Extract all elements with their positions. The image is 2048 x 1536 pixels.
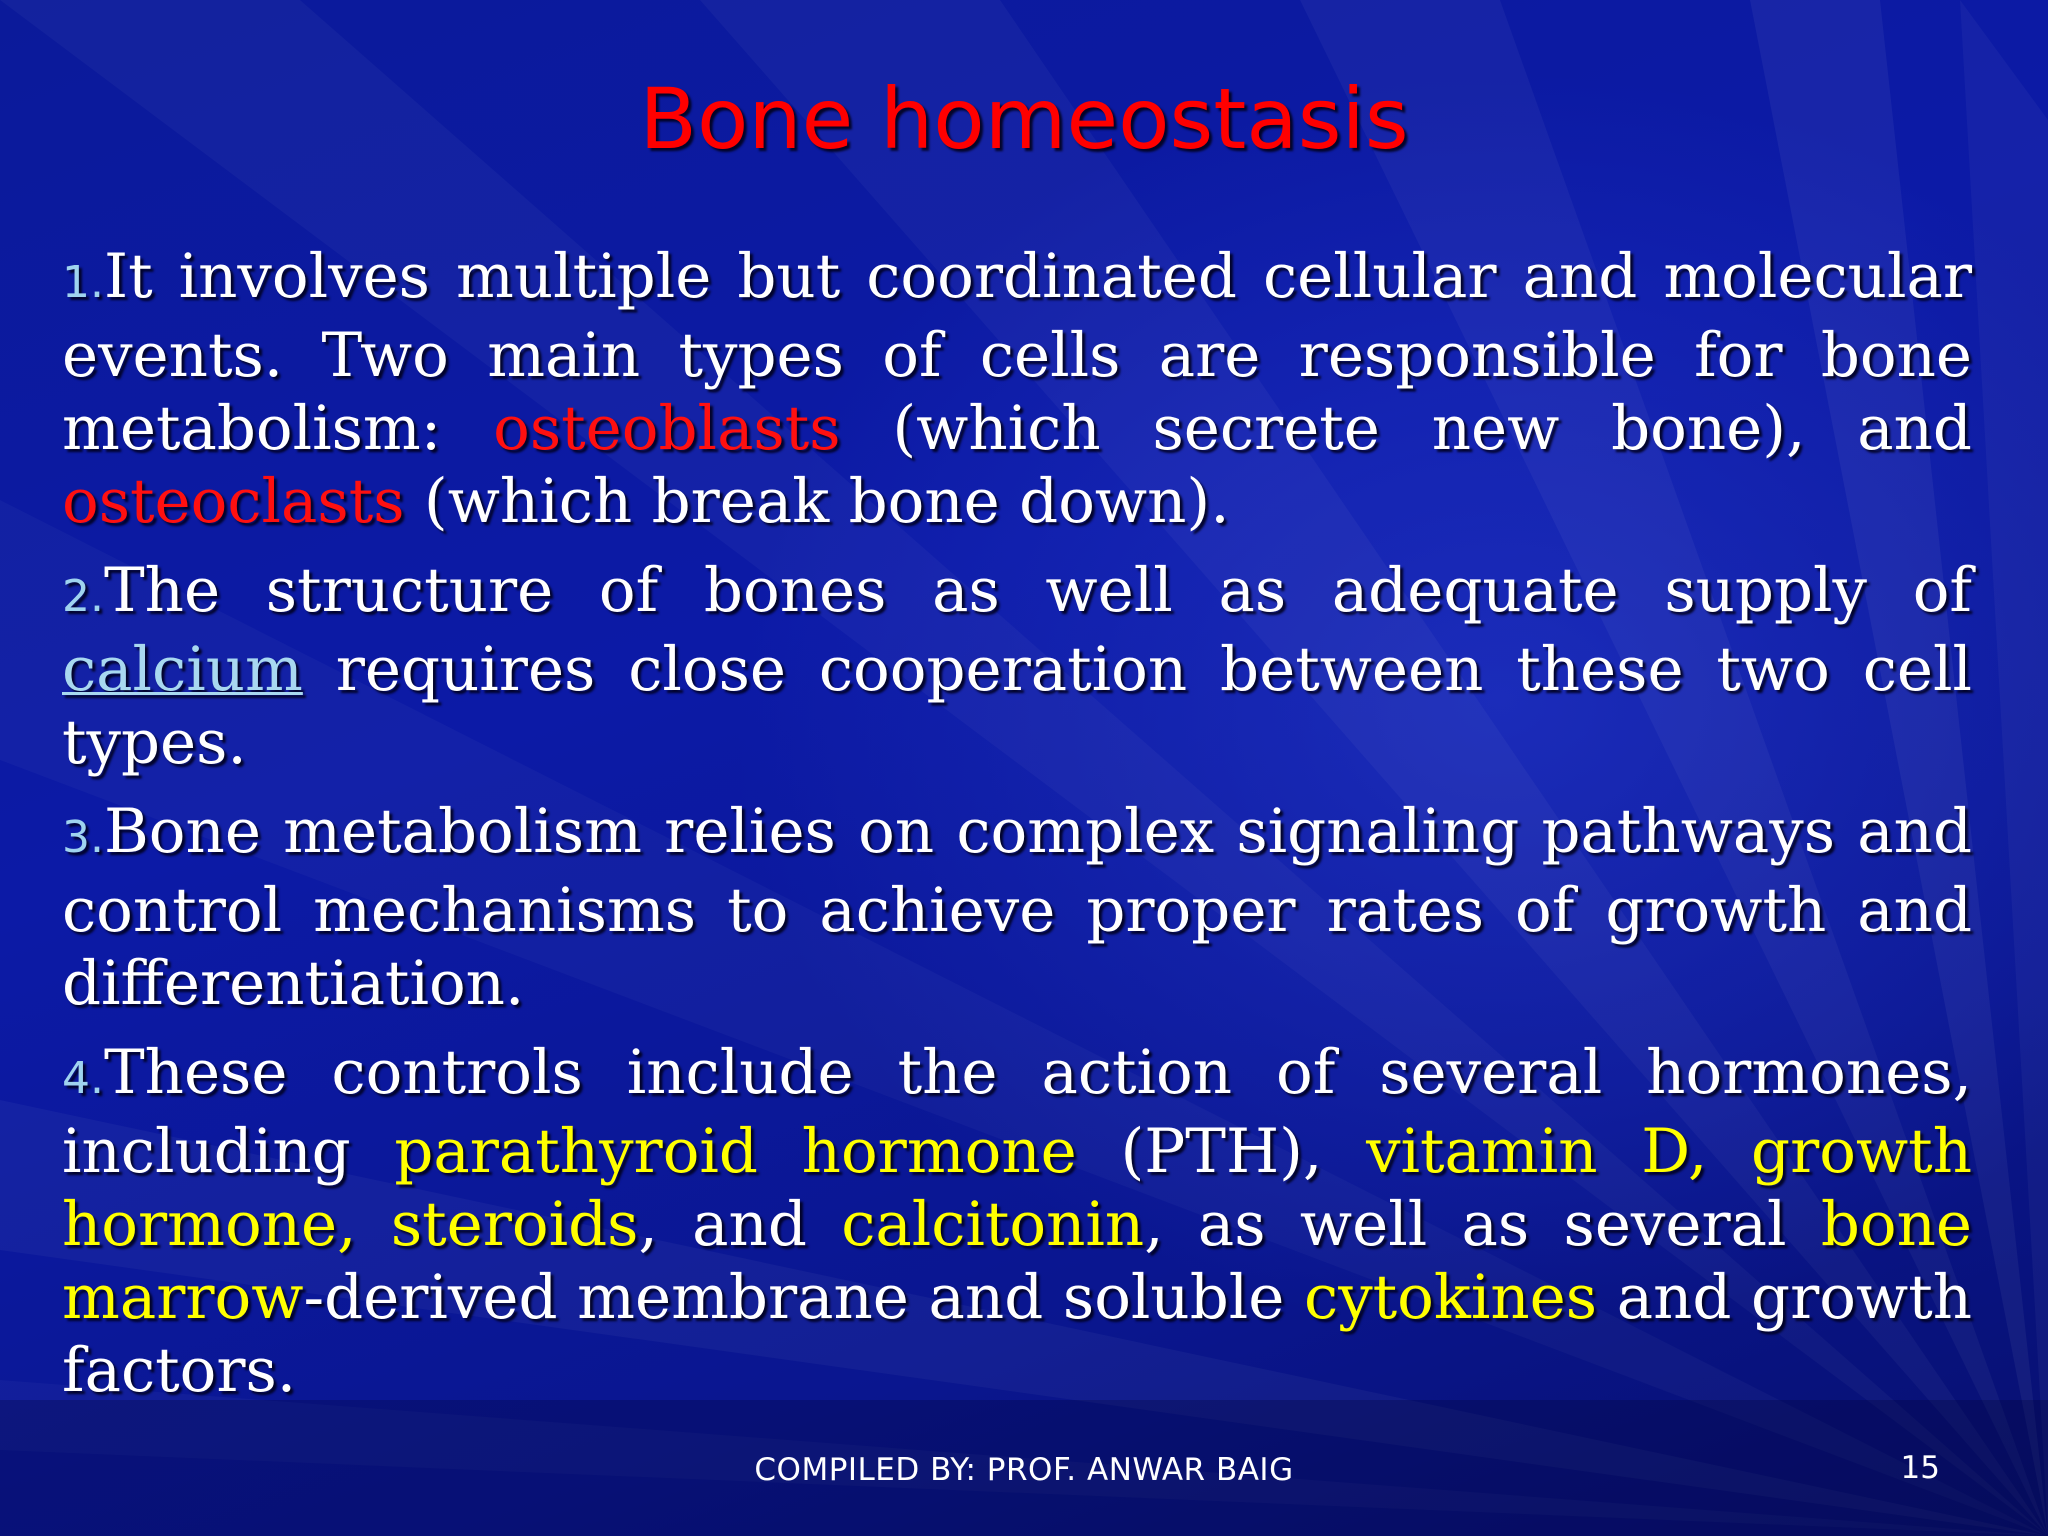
calcium-link[interactable]: calcium (62, 634, 303, 705)
item-text: These controls include the action of several hormones, including (62, 1037, 1972, 1187)
term-calcitonin: calcitonin (841, 1189, 1145, 1260)
term-bone-marrow: bone marrow (62, 1189, 1972, 1333)
item-number: 2. (62, 571, 104, 622)
term-parathyroid-hormone: parathyroid hormone (394, 1116, 1077, 1187)
term-vitamin-d-growth-hormone-steroids: vitamin D, growth hormone, steroids (62, 1116, 1972, 1260)
item-text: (which secrete new bone), and (840, 393, 1972, 464)
term-osteoclasts: osteoclasts (62, 466, 405, 537)
item-number: 4. (62, 1053, 104, 1104)
page-number: 15 (1900, 1450, 1940, 1486)
list-item (62, 795, 1972, 1020)
item-text: requires close cooperation between these two cell types. (62, 634, 1972, 778)
list-item (62, 1036, 1972, 1407)
item-text: Bone metabolism relies on complex signaling pathways and control mechanisms to achieve proper rates of growth and differentiation. (62, 796, 1972, 1019)
item-text: (which break bone down). (404, 466, 1230, 537)
list-item (62, 240, 1972, 538)
term-cytokines: cytokines (1304, 1262, 1598, 1333)
item-text: , as well as several (1144, 1189, 1821, 1260)
footer-credit: COMPILED BY: PROF. ANWAR BAIG (754, 1452, 1294, 1488)
item-text: (PTH), (1076, 1116, 1367, 1187)
slide-title: Bone homeostasis (639, 70, 1409, 168)
item-text: and growth factors. (62, 1262, 1973, 1406)
term-osteoblasts: osteoblasts (493, 393, 841, 464)
bullet-list (62, 240, 1972, 1423)
item-text: , and (638, 1189, 842, 1260)
item-text: -derived membrane and soluble (303, 1262, 1305, 1333)
item-number: 3. (62, 812, 104, 863)
item-number: 1. (62, 257, 104, 308)
item-text: The structure of bones as well as adequate supply of (103, 555, 1972, 626)
list-item (62, 554, 1972, 779)
item-text: It involves multiple but coordinated cellular and molecular events. Two main types of cells are responsible for bone metabolism: (62, 241, 1972, 464)
